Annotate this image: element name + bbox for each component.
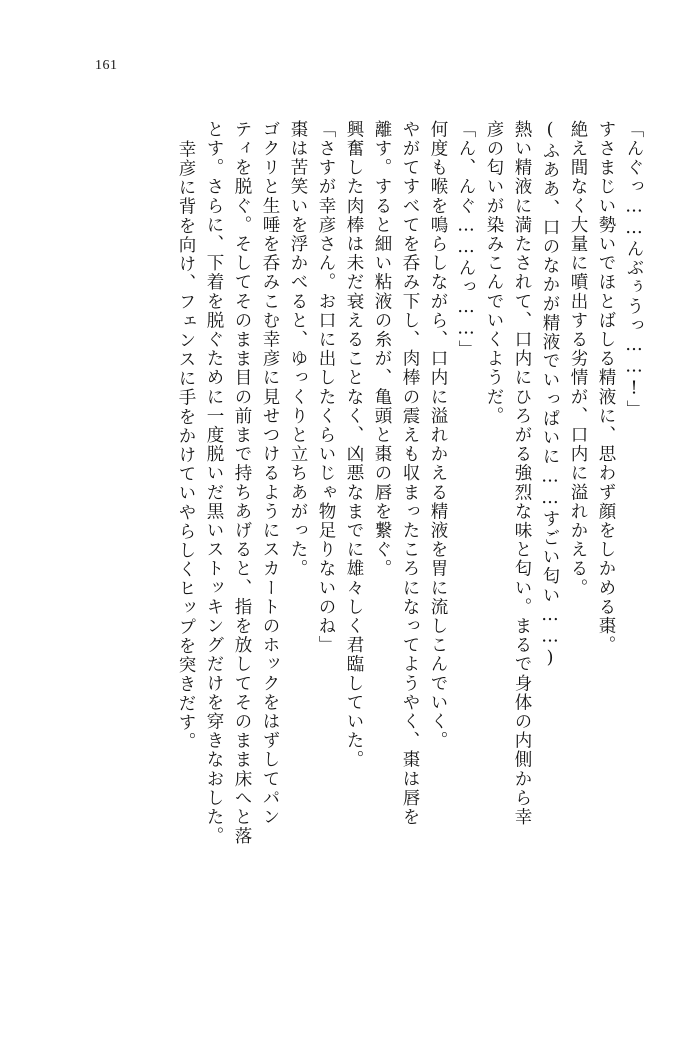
page-number: 161 [95, 58, 118, 73]
text-column: 興奮した肉棒は未だ衰えることなく、凶悪なまでに雄々しく君臨していた。 [344, 120, 364, 770]
text-column: 熱い精液に満たされて、口内にひろがる強烈な味と匂い。まるで身体の内側から幸 [512, 120, 532, 827]
text-column: 彦の匂いが染みこんでいくようだ。 [484, 120, 504, 426]
text-column: 何度も喉を鳴らしながら、口内に溢れかえる精液を胃に流しこんでいく。 [428, 120, 448, 751]
text-column: すさまじい勢いでほとばしる精液に、思わず顔をしかめる棗。 [596, 120, 616, 655]
text-column: 「さすが幸彦さん。お口に出したくらいじゃ物足りないのね」 [316, 120, 336, 655]
text-column: 離す。すると細い粘液の糸が、亀頭と棗の唇を繋ぐ。 [372, 120, 392, 579]
text-column: 「んぐっ……んぶぅうっ……!」 [624, 120, 644, 419]
body-text-block [58, 120, 642, 950]
text-column: ゴクリと生唾を呑みこむ幸彦に見せつけるようにスカートのホックをはずしてパン [260, 120, 280, 827]
text-column: 棗は苦笑いを浮かべると、ゆっくりと立ちあがった。 [288, 120, 308, 579]
text-column: 幸彦に背を向け、フェンスに手をかけていやらしくヒップを突きだす。 [176, 140, 196, 752]
text-column: 絶え間なく大量に噴出する劣情が、口内に溢れかえる。 [568, 120, 588, 598]
text-column: (ふああ、口のなかが精液でいっぱいに……すごい匂い……) [540, 120, 560, 670]
text-column: やがてすべてを呑み下し、肉棒の震えも収まったころになってようやく、棗は唇を [400, 120, 420, 827]
text-column: 「ん、んぐ……んっ……」 [456, 120, 476, 360]
text-column: ティを脱ぐ。そしてそのまま目の前まで持ちあげると、指を放してそのまま床へと落 [232, 120, 252, 846]
text-column: とす。さらに、下着を脱ぐために一度脱いだ黒いストッキングだけを穿きなおした。 [204, 120, 224, 846]
